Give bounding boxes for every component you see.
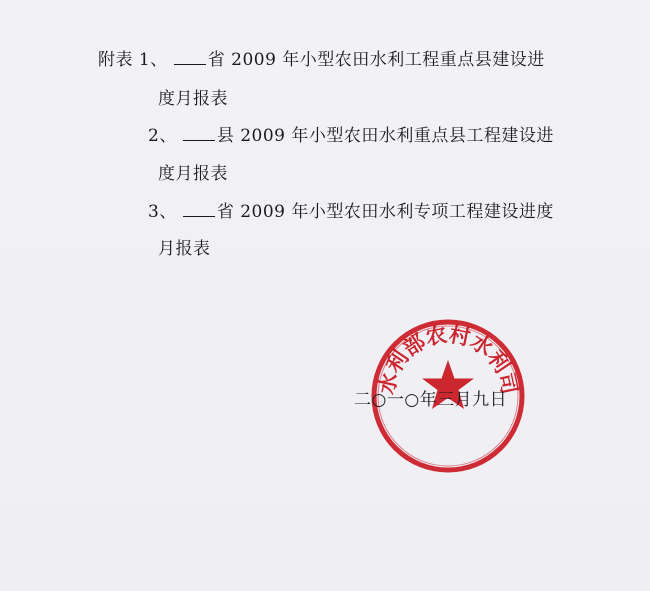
attachment-3-line-1 (148, 202, 554, 222)
attachment-1-line-1 (98, 50, 545, 70)
attachment-2-line-2: 度月报表 (158, 164, 228, 184)
fill-in-blank-2 (183, 126, 215, 141)
attachment-2-title: 县 2009 年小型农田水利重点县工程建设进 (216, 126, 554, 146)
fill-in-blank-1 (174, 50, 206, 65)
attachment-prefix: 附表 (98, 50, 133, 70)
seal-text: 水利部农村水利司 (373, 321, 523, 397)
attachment-3-number: 3、 (148, 202, 177, 222)
document-date: 二○一○年三月九日 (354, 390, 508, 410)
attachment-2-line-1 (148, 126, 554, 146)
fill-in-blank-3 (183, 202, 215, 217)
attachment-2-number: 2、 (148, 126, 177, 146)
attachment-3-title: 省 2009 年小型农田水利专项工程建设进度 (216, 202, 554, 222)
attachment-1-line-2: 度月报表 (158, 89, 228, 109)
attachment-1-number: 1、 (138, 50, 168, 70)
attachment-3-line-2: 月报表 (158, 239, 211, 259)
attachment-1-title: 省 2009 年小型农田水利工程重点县建设进 (207, 50, 545, 70)
